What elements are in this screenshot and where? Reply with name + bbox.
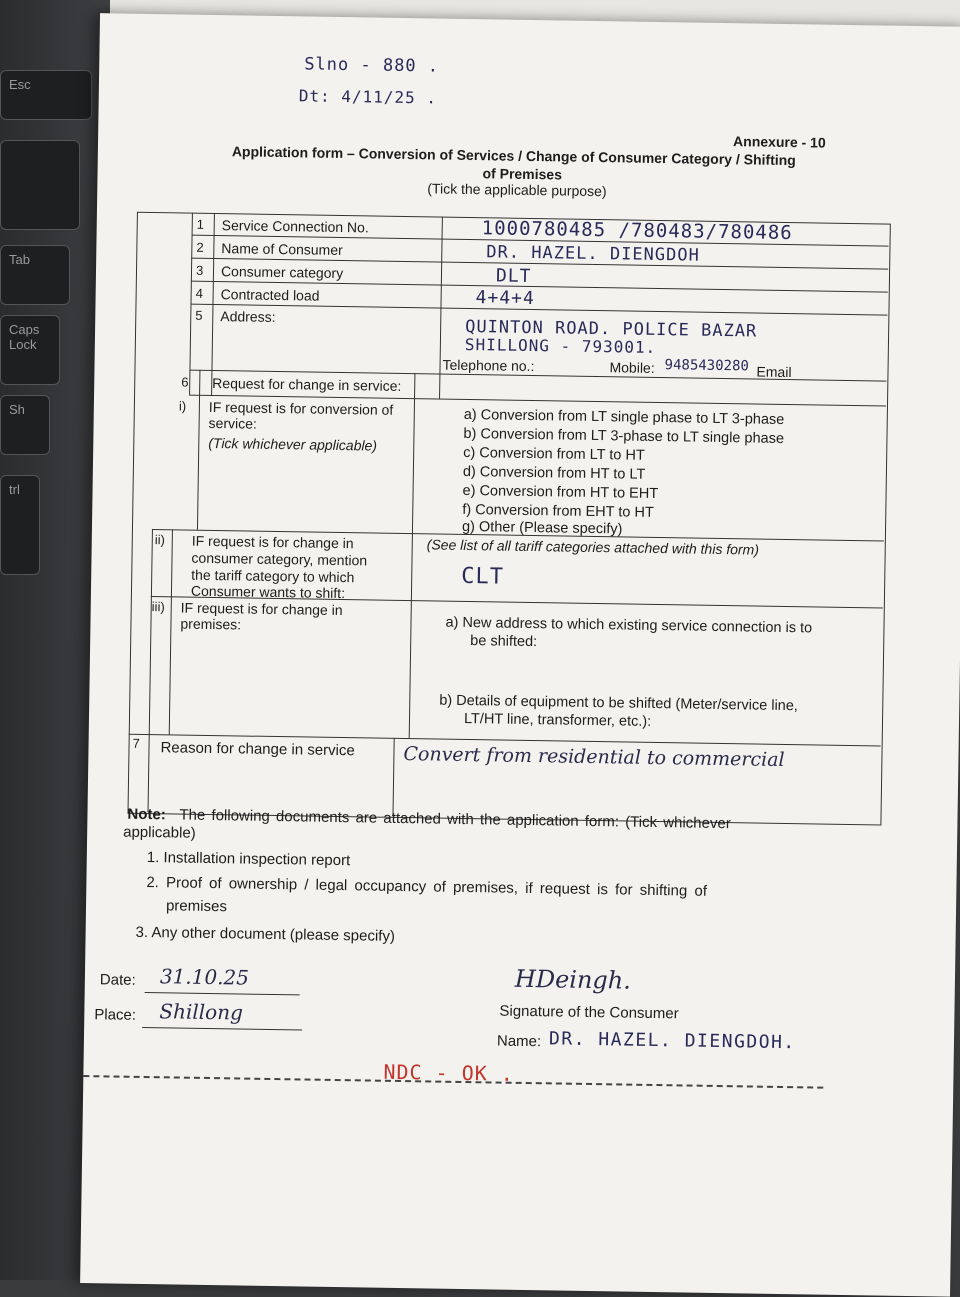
telephone-label: Telephone no.:: [442, 356, 535, 375]
shift-option-a-line-2: be shifted:: [470, 633, 538, 651]
row-5-label: Address:: [220, 308, 276, 325]
shift-option-b-line-2: LT/HT line, transformer, etc.):: [463, 710, 652, 730]
email-label: Email: [756, 363, 792, 381]
serial-note: Slno - 880 .: [304, 54, 440, 77]
shift-option-a-line-1: a) New address to which existing service connection is to: [445, 614, 813, 637]
row-6i-label-2: service:: [208, 414, 257, 432]
address-line-2: SHILLONG - 793001.: [464, 334, 657, 357]
mobile-value: 9485430280: [664, 357, 750, 375]
conversion-option-b: b) Conversion from LT 3-phase to LT single phase: [463, 425, 785, 447]
annexure-label: Annexure - 10: [732, 133, 826, 151]
row-6i-label-1: IF request is for conversion of: [208, 398, 394, 418]
mobile-label: Mobile:: [609, 359, 655, 376]
key-shift: Sh: [0, 395, 50, 455]
row-1-label: Service Connection No.: [221, 217, 369, 236]
form-title-line2: of Premises: [482, 165, 563, 183]
row-7-number: 7: [132, 735, 140, 751]
row-6ii-label-2: consumer category, mention: [191, 549, 368, 569]
row-5-number: 5: [195, 307, 203, 323]
row-6iii-number: iii): [151, 599, 165, 615]
row-2-number: 2: [196, 239, 204, 255]
note-item-2-cont: premises: [165, 897, 228, 916]
conversion-option-e: e) Conversion from HT to EHT: [462, 482, 659, 502]
conversion-option-a: a) Conversion from LT single phase to LT 3-phase: [463, 406, 785, 428]
place-label: Place:: [94, 1006, 137, 1024]
note-text-1: The following documents are attached with the application form: (Tick whichever: [179, 806, 731, 833]
consumer-category-value: DLT: [495, 265, 532, 287]
consumer-signature: HDeingh.: [514, 964, 632, 995]
shift-option-b-line-1: b) Details of equipment to be shifted (Meter/service line,: [439, 692, 799, 715]
row-6ii-label-4: Consumer wants to shift:: [190, 582, 346, 602]
key-tilde: [0, 140, 80, 230]
conversion-option-g: g) Other (Please specify): [461, 518, 623, 538]
row-3-label: Consumer category: [220, 263, 344, 282]
note-item-1: 1. Installation inspection report: [146, 849, 351, 870]
tariff-category-note: (See list of all tariff categories attached with this form): [426, 536, 760, 558]
reason-value: Convert from residential to commercial: [403, 743, 785, 772]
service-connection-value: 1000780485 /780483/780486: [481, 217, 793, 245]
consumer-name-signature: DR. HAZEL. DIENGDOH.: [548, 1028, 796, 1054]
note-label: Note:: [127, 805, 166, 824]
row-4-number: 4: [195, 285, 204, 301]
row-6ii-label-3: the tariff category to which: [191, 566, 355, 586]
row-2-label: Name of Consumer: [221, 240, 343, 259]
place-value: Shillong: [159, 999, 244, 1025]
row-6iii-label-1: IF request is for change in: [180, 599, 343, 619]
note-text-2: applicable): [123, 823, 196, 842]
row-6-label: Request for change in service:: [212, 374, 402, 394]
row-6-number: 6: [181, 374, 189, 390]
row-3-number: 3: [195, 262, 204, 278]
key-esc: Esc: [0, 70, 92, 120]
row-6i-label-3: (Tick whichever applicable): [208, 434, 378, 454]
signature-label: Signature of the Consumer: [499, 1002, 679, 1023]
note-item-3: 3. Any other document (please specify): [135, 923, 396, 945]
row-7-label: Reason for change in service: [160, 739, 355, 760]
date-label: Date:: [99, 971, 136, 989]
ndc-ok-note: NDC - OK .: [383, 1059, 515, 1086]
note-item-2: 2. Proof of ownership / legal occupancy of premises, if request is for shifting of: [146, 874, 708, 900]
tariff-category-value: CLT: [461, 563, 505, 590]
application-form-paper: [80, 13, 960, 1297]
address-line-1: QUINTON ROAD. POLICE BAZAR: [465, 316, 758, 342]
key-tab: Tab: [0, 245, 70, 305]
consumer-name-value: DR. HAZEL. DIENGDOH: [486, 242, 700, 266]
conversion-option-d: d) Conversion from HT to LT: [462, 463, 646, 483]
conversion-option-c: c) Conversion from LT to HT: [463, 444, 645, 464]
date-value: 31.10.25: [159, 964, 250, 990]
form-title: Application form – Conversion of Services / Change of Consumer Category / Shifting: [231, 143, 796, 169]
key-caps-lock: Caps Lock: [0, 315, 60, 385]
date-note: Dt: 4/11/25 .: [298, 86, 438, 108]
row-4-label: Contracted load: [220, 286, 320, 304]
name-label: Name:: [496, 1032, 542, 1051]
contracted-load-value: 4+4+4: [475, 287, 535, 310]
key-ctrl: trl: [0, 475, 40, 575]
row-6i-number: i): [178, 398, 187, 414]
row-1-number: 1: [196, 216, 205, 232]
row-6iii-label-2: premises:: [180, 615, 242, 633]
row-6ii-number: ii): [154, 532, 166, 548]
conversion-option-f: f) Conversion from EHT to HT: [462, 501, 654, 521]
row-6ii-label-1: IF request is for change in: [191, 532, 354, 552]
form-subtitle: (Tick the applicable purpose): [427, 180, 607, 200]
